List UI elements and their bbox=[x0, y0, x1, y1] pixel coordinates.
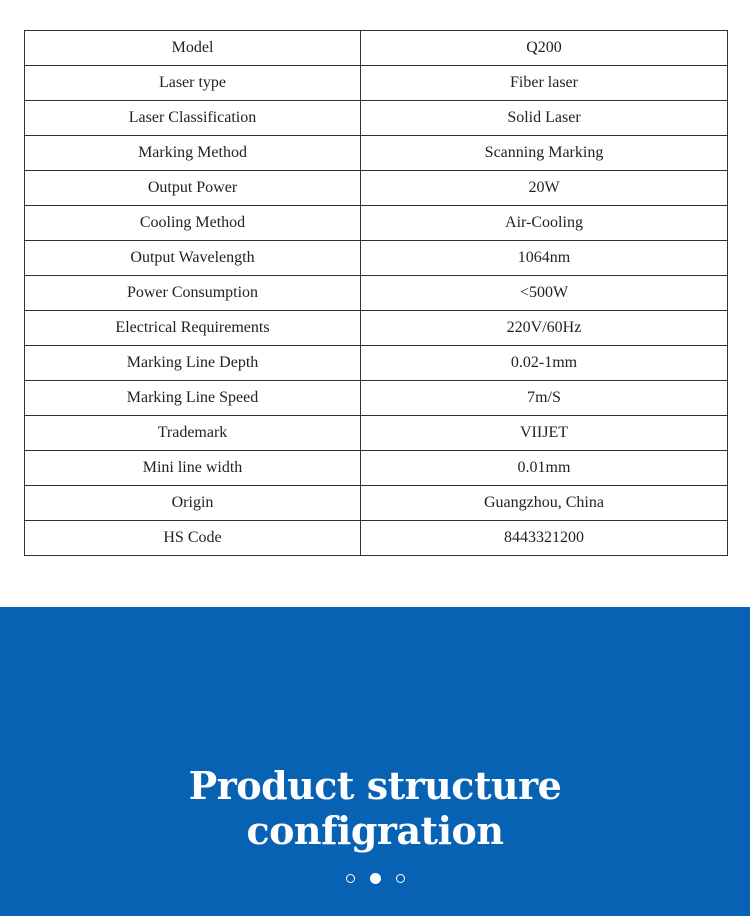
carousel-dot-3[interactable] bbox=[396, 874, 405, 883]
spec-value: Fiber laser bbox=[361, 66, 728, 101]
spec-label: Output Wavelength bbox=[25, 241, 361, 276]
spec-label: Marking Method bbox=[25, 136, 361, 171]
spec-label: HS Code bbox=[25, 521, 361, 556]
table-row bbox=[25, 171, 728, 206]
spec-value: 1064nm bbox=[361, 241, 728, 276]
spec-label: Marking Line Speed bbox=[25, 381, 361, 416]
table-row bbox=[25, 31, 728, 66]
table-row bbox=[25, 66, 728, 101]
carousel-pagination bbox=[0, 871, 750, 885]
spec-value: 0.02-1mm bbox=[361, 346, 728, 381]
spec-value: 7m/S bbox=[361, 381, 728, 416]
spec-table bbox=[24, 30, 728, 556]
spec-value: Q200 bbox=[361, 31, 728, 66]
carousel-dot-2[interactable] bbox=[370, 873, 381, 884]
banner-title bbox=[0, 763, 750, 853]
table-row bbox=[25, 381, 728, 416]
spec-value: Solid Laser bbox=[361, 101, 728, 136]
table-row bbox=[25, 311, 728, 346]
table-row bbox=[25, 101, 728, 136]
table-row bbox=[25, 136, 728, 171]
spec-value: 20W bbox=[361, 171, 728, 206]
spec-label: Origin bbox=[25, 486, 361, 521]
banner-title-line2: configration bbox=[246, 807, 504, 853]
spec-label: Model bbox=[25, 31, 361, 66]
spec-value: Air-Cooling bbox=[361, 206, 728, 241]
table-row bbox=[25, 206, 728, 241]
table-row bbox=[25, 486, 728, 521]
spec-label: Laser type bbox=[25, 66, 361, 101]
spec-label: Power Consumption bbox=[25, 276, 361, 311]
spec-value: Scanning Marking bbox=[361, 136, 728, 171]
spec-label: Mini line width bbox=[25, 451, 361, 486]
table-row bbox=[25, 276, 728, 311]
banner-title-line1: Product structure bbox=[188, 762, 562, 808]
table-row bbox=[25, 521, 728, 556]
spec-value: 8443321200 bbox=[361, 521, 728, 556]
spec-value: VIIJET bbox=[361, 416, 728, 451]
table-row bbox=[25, 346, 728, 381]
spec-label: Electrical Requirements bbox=[25, 311, 361, 346]
product-structure-banner bbox=[0, 607, 750, 916]
spec-value: <500W bbox=[361, 276, 728, 311]
table-row bbox=[25, 451, 728, 486]
spec-value: 0.01mm bbox=[361, 451, 728, 486]
spec-value: 220V/60Hz bbox=[361, 311, 728, 346]
table-row bbox=[25, 241, 728, 276]
spec-label: Cooling Method bbox=[25, 206, 361, 241]
table-row bbox=[25, 416, 728, 451]
spec-label: Output Power bbox=[25, 171, 361, 206]
carousel-dot-1[interactable] bbox=[346, 874, 355, 883]
spec-label: Trademark bbox=[25, 416, 361, 451]
spec-label: Marking Line Depth bbox=[25, 346, 361, 381]
spec-label: Laser Classification bbox=[25, 101, 361, 136]
spec-value: Guangzhou, China bbox=[361, 486, 728, 521]
